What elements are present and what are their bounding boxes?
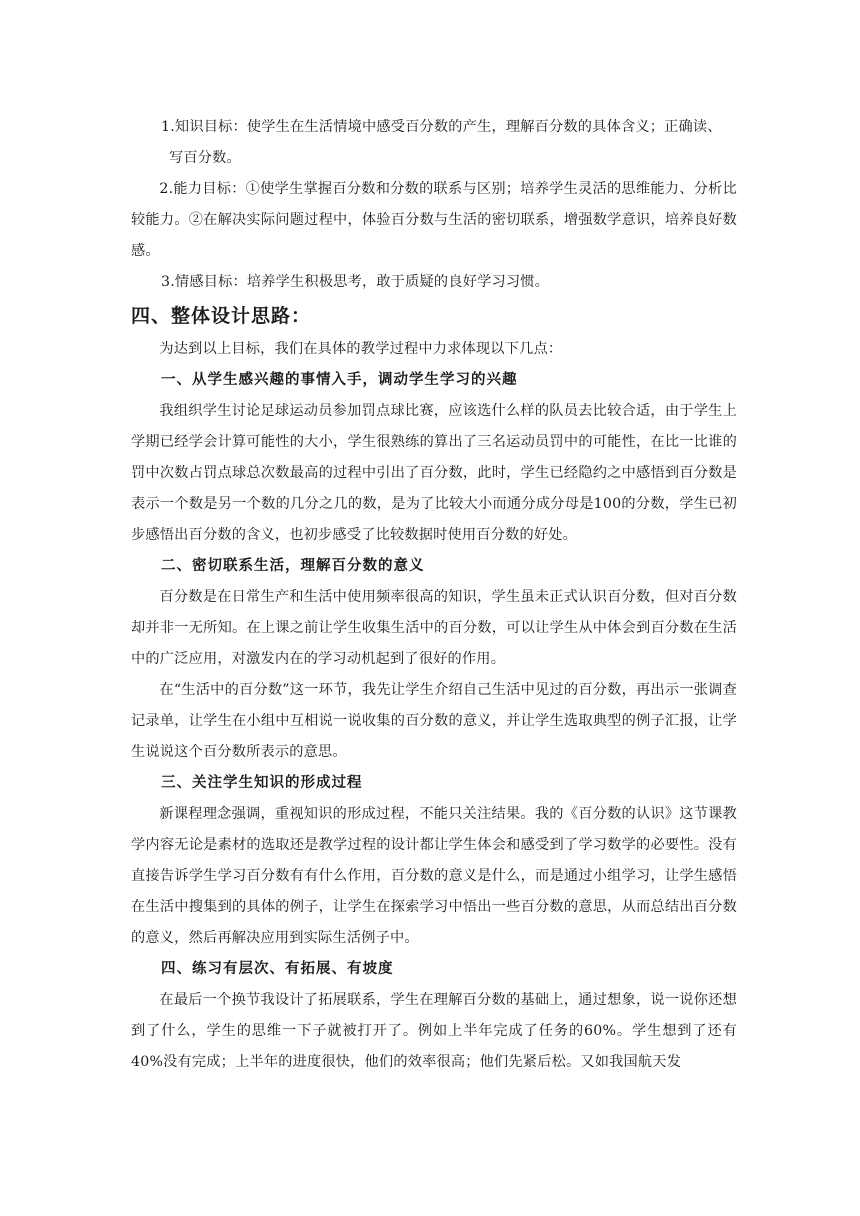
knowledge-goal-line2: 写百分数。 bbox=[169, 150, 241, 166]
ability-goal: 2.能力目标：①使学生掌握百分数和分数的联系与区别；培养学生灵活的思维能力、分析比较能力。②在解决实际问题过程中，体验百分数与生活的密切联系，增强数学意识，培养良好数感。 bbox=[131, 181, 737, 259]
knowledge-goal-line1: 1.知识目标：使学生在生活情境中感受百分数的产生，理解百分数的具体含义；正确读、 bbox=[161, 119, 722, 135]
point-heading-process: 三、关注学生知识的形成过程 bbox=[161, 775, 363, 791]
document-body bbox=[131, 112, 737, 1078]
point-paragraph: 在最后一个换节我设计了拓展联系，学生在理解百分数的基础上，通过想象，说一说你还想到了什么，学生的思维一下子就被打开了。例如上半年完成了任务的60%。学生想到了还有40%没有完成；上半年的进度很快，他们的效率很高；他们先紧后松。又如我国航天发 bbox=[131, 992, 737, 1070]
emotion-goal: 3.情感目标：培养学生积极思考，敢于质疑的良好学习习惯。 bbox=[161, 274, 550, 290]
point-paragraph: 百分数是在日常生产和生活中使用频率很高的知识，学生虽未正式认识百分数，但对百分数却并非一无所知。在上课之前让学生收集生活中的百分数，可以让学生从中体会到百分数在生活中的广泛应用，对激发内在的学习动机起到了很好的作用。 bbox=[131, 589, 737, 667]
point-heading-practice: 四、练习有层次、有拓展、有坡度 bbox=[161, 961, 394, 977]
point-heading-life: 二、密切联系生活，理解百分数的意义 bbox=[161, 558, 425, 574]
point-paragraph: 在“生活中的百分数”这一环节，我先让学生介绍自己生活中见过的百分数，再出示一张调查记录单，让学生在小组中互相说一说收集的百分数的意义，并让学生选取典型的例子汇报，让学生说说这个百分数所表示的意思。 bbox=[131, 682, 737, 760]
knowledge-goal bbox=[131, 112, 737, 174]
point-paragraph: 我组织学生讨论足球运动员参加罚点球比赛，应该选什么样的队员去比较合适，由于学生上学期已经学会计算可能性的大小，学生很熟练的算出了三名运动员罚中的可能性，在比一比谁的罚中次数占罚点球总次数最高的过程中引出了百分数，此时，学生已经隐约之中感悟到百分数是表示一个数是另一个数的几分之几的数，是为了比较大小而通分成分母是100的分数，学生已初步感悟出百分数的含义，也初步感受了比较数据时使用百分数的好处。 bbox=[131, 403, 737, 543]
section-heading-design: 四、整体设计思路： bbox=[131, 305, 312, 327]
section-intro: 为达到以上目标，我们在具体的教学过程中力求体现以下几点： bbox=[159, 341, 563, 357]
point-paragraph: 新课程理念强调，重视知识的形成过程，不能只关注结果。我的《百分数的认识》这节课教学内容无论是素材的选取还是教学过程的设计都让学生体会和感受到了学习数学的必要性。没有直接告诉学生学习百分数有有什么作用，百分数的意义是什么，而是通过小组学习，让学生感悟在生活中搜集到的具体的例子，让学生在探索学习中悟出一些百分数的意思，从而总结出百分数的意义，然后再解决应用到实际生活例子中。 bbox=[131, 806, 737, 946]
point-heading-interest: 一、从学生感兴趣的事情入手，调动学生学习的兴趣 bbox=[161, 372, 518, 388]
